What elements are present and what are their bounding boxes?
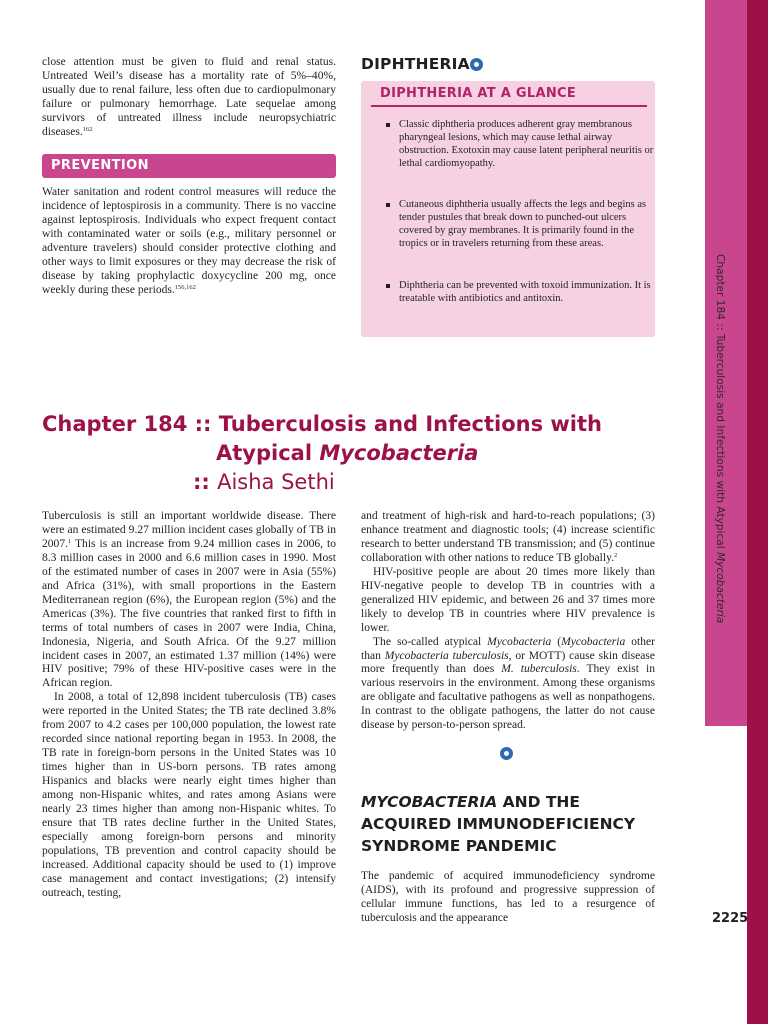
at-a-glance-title: DIPHTHERIA AT A GLANCE bbox=[380, 86, 577, 101]
chapter-edge-tab bbox=[705, 0, 747, 726]
glance-bullet bbox=[381, 118, 654, 170]
chapter-edge-strip bbox=[747, 0, 768, 1024]
reference-marker: 162 bbox=[82, 125, 93, 133]
body-text: ( bbox=[551, 635, 562, 648]
body-text: This is an increase from 9.24 million cases in 2006, to 8.3 million cases in 2000 and 6.6 million cases in 1990. Most of the estimated number of cases in 2007 were in Asia (55%) and Africa (31%), with small proportions in the Eastern Mediterranean region (6%), the European region (5%) and the Americas (3%). The five countries that ranked first to fifth in terms of total numbers of cases in 2007 were India, China, Indonesia, Nigeria, and South Africa. Of the 9.27 million incident cases in 2007, an estimated 1.37 million (14%) were HIV positive; 79% of these HIV-positive cases were in the African region. bbox=[42, 537, 336, 690]
prevention-heading-bar bbox=[42, 154, 336, 178]
body-text: and treatment of high-risk and hard-to-reach populations; (3) enhance treatment and diagnostic tools; (4) increase scientific research to better understand TB transmission; and (5) continue collaboration with other nations to reduce TB globally. bbox=[361, 510, 655, 564]
glance-bullet bbox=[381, 198, 654, 250]
body-paragraph: In 2008, a total of 12,898 incident tuberculosis (TB) cases were reported in the United States; the TB rate declined 3.8% from 2007 to 4.2 cases per 100,000 population, the lowest rate recorded since national reporting began in 1953. In 2008, the TB rate in foreign-born persons in the United States was 10 times higher than in US-born persons. TB rates among Hispanics and blacks were nearly eight times higher than among non-Hispanic whites, and rates among Asians were nearly 23 times higher than among non-Hispanic whites. To ensure that TB rates decline further in the United States, especially among foreign-born persons and minority populations, TB prevention and control capacity should be increased. Additional capacity should be used to (1) improve case management and contact investigations; (2) intensify outreach, testing, bbox=[42, 691, 336, 899]
section-heading bbox=[361, 791, 661, 857]
body-paragraph bbox=[361, 636, 655, 734]
diphtheria-heading bbox=[361, 55, 470, 73]
body-paragraph bbox=[42, 510, 336, 691]
reference-marker: 1 bbox=[67, 537, 72, 545]
section-heading-text: AND THE ACQUIRED IMMUNODEFICIENCY SYNDROME PANDEMIC bbox=[361, 793, 636, 855]
body-italic: Mycobacteria tuberculosis bbox=[384, 649, 509, 662]
body-italic: Mycobacteria bbox=[487, 635, 552, 648]
body-text: The so-called atypical bbox=[373, 635, 488, 648]
body-paragraph: The pandemic of acquired immunodeficiency syndrome (AIDS), with its profound and progressive suppression of cellular immune functions, has led to a resurgence of tuberculosis and the appearance bbox=[361, 870, 655, 924]
glance-bullet-text: Cutaneous diphtheria usually affects the legs and begins as tender pustules that break down to punched-out ulcers covered by gray membranes. It is primarily found in the tropics or in travelers returning from these areas. bbox=[399, 199, 647, 250]
online-content-icon[interactable] bbox=[470, 58, 483, 71]
body-left-column bbox=[42, 510, 336, 901]
chapter-author: Aisha Sethi bbox=[217, 470, 335, 494]
bullet-square-icon bbox=[386, 203, 390, 207]
at-a-glance-box bbox=[361, 81, 655, 337]
online-content-icon[interactable] bbox=[500, 747, 513, 760]
diphtheria-title-text: DIPHTHERIA bbox=[361, 55, 470, 73]
reference-marker: 2 bbox=[614, 551, 618, 559]
bullet-square-icon bbox=[386, 284, 390, 288]
chapter-title-italic: Mycobacteria bbox=[319, 441, 479, 465]
body-text: . They exist in various reservoirs in the environment. Among these organisms are obligate and facultative pathogens as well as nonpathogens. In contrast to the obligate pathogens, the latter do not cause disease by person-to-person spread. bbox=[361, 663, 655, 732]
reference-marker: 156,162 bbox=[174, 283, 196, 291]
chapter-separator: :: bbox=[193, 470, 218, 494]
chapter-title-line-1: Chapter 184 :: Tuberculosis and Infections with bbox=[42, 412, 602, 436]
glance-bullet-text: Diphtheria can be prevented with toxoid immunization. It is treatable with antibiotics and antitoxin. bbox=[399, 280, 651, 305]
glance-bullet-text: Classic diphtheria produces adherent gray membranous pharyngeal lesions, which may cause lethal airway obstruction. Exotoxin may cause latent peripheral neuritis or lethal cardiomyopathy. bbox=[399, 119, 654, 170]
body-text: , or MOTT) cause skin disease more frequently than does bbox=[361, 649, 655, 676]
section-heading-italic: MYCOBACTERIA bbox=[361, 793, 498, 811]
prevention-heading: PREVENTION bbox=[51, 158, 149, 173]
at-a-glance-rule bbox=[371, 105, 647, 107]
prevention-text: Water sanitation and rodent control measures will reduce the incidence of leptospirosis in a community. There is no vaccine against leptospirosis. Individuals who expect frequent contact with contaminated water or soils (e.g., military personnel or adventure travelers) should consider protective clothing and other ways to limit exposures or they may decrease the risk of disease by taking prophylactic doxycycline 200 mg, once weekly during these periods. bbox=[42, 186, 336, 296]
page-number: 2225 bbox=[712, 911, 749, 926]
carryover-paragraph bbox=[42, 56, 336, 140]
body-italic: M. tuberculosis bbox=[501, 663, 577, 676]
chapter-title-text: Atypical bbox=[216, 441, 320, 465]
running-head-italic: Mycobacteria bbox=[714, 552, 726, 624]
carryover-text: close attention must be given to fluid and renal status. Untreated Weil’s disease has a mortality rate of 5%–40%, usually due to renal failure, less often due to cardiopulmonary failure or pulmonary hemorrhage. Late sequelae among survivors of untreated illness include neuropsychiatric diseases. bbox=[42, 56, 336, 138]
section-paragraph bbox=[361, 870, 655, 926]
chapter-author-line bbox=[193, 468, 335, 497]
running-head-text: Chapter 184 :: Tuberculosis and Infections with Atypical bbox=[714, 254, 726, 553]
body-text: other than bbox=[361, 635, 655, 662]
body-right-column bbox=[361, 510, 655, 733]
body-text: Tuberculosis is still an important worldwide disease. There were an estimated 9.27 million incident cases globally of TB in 2007. bbox=[42, 510, 336, 550]
body-paragraph bbox=[361, 510, 655, 566]
chapter-title-line-2 bbox=[216, 439, 478, 468]
body-italic: Mycobacteria bbox=[561, 635, 626, 648]
prevention-paragraph bbox=[42, 186, 336, 298]
body-paragraph: HIV-positive people are about 20 times more likely than HIV-negative people to develop TB in countries with a generalized HIV epidemic, and between 26 and 37 times more likely to develop TB in countries where HIV prevalence is lower. bbox=[361, 565, 655, 634]
bullet-square-icon bbox=[386, 123, 390, 127]
glance-bullet bbox=[381, 279, 654, 305]
